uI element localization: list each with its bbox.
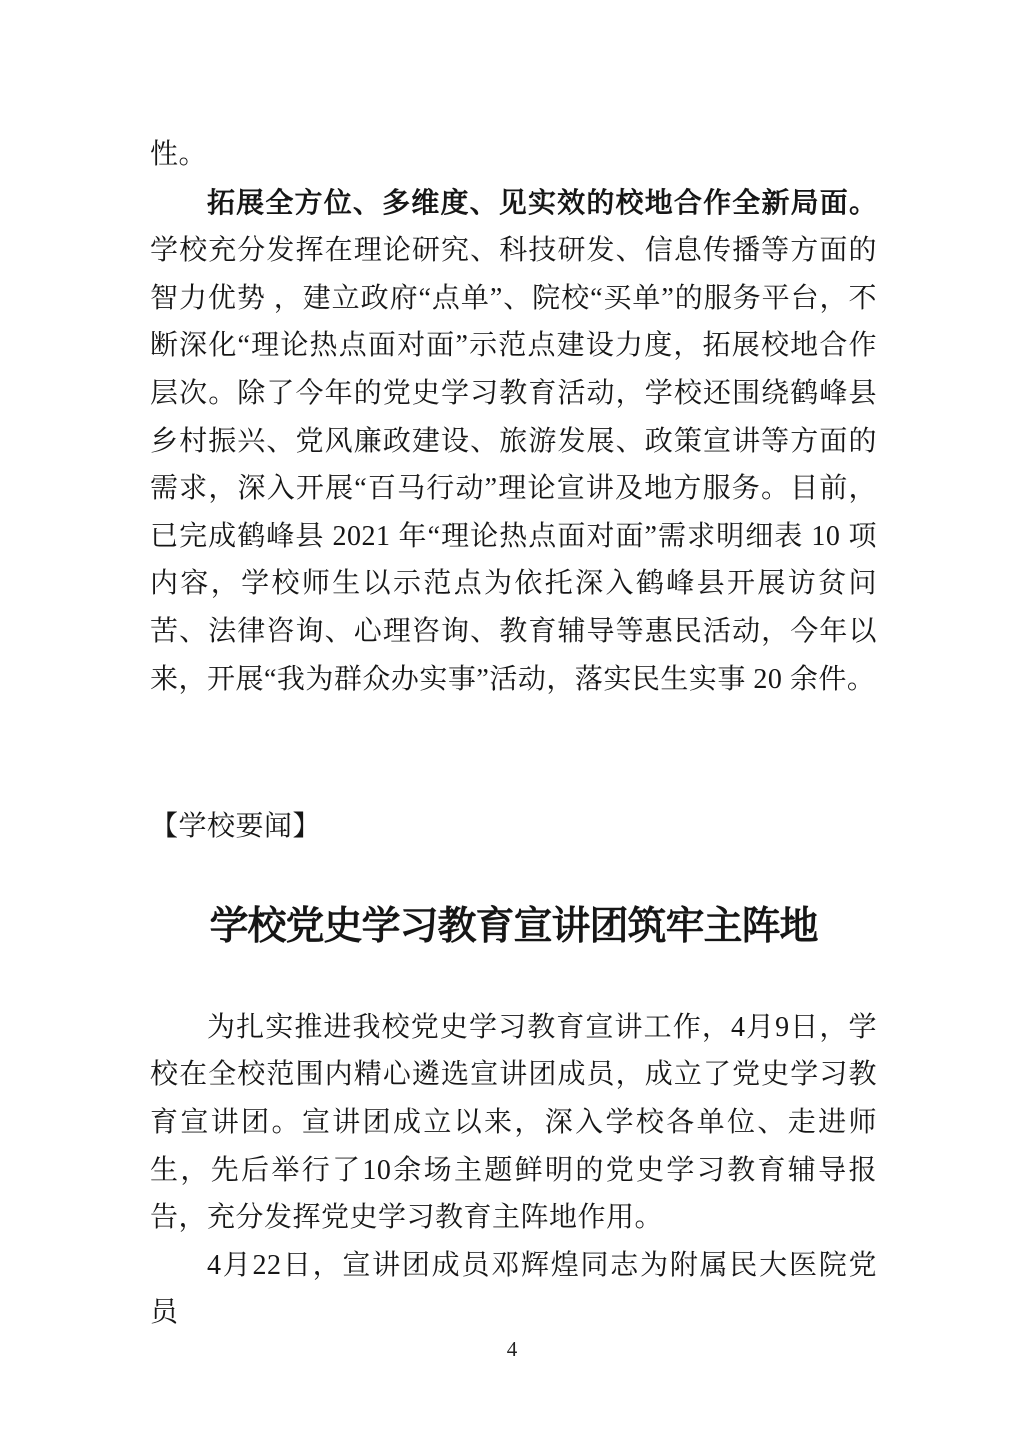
page-content: [150, 131, 877, 1337]
paragraph-body-rest: 学校充分发挥在理论研究、科技研发、信息传播等方面的智力优势 ，建立政府“点单”、院校“买单”的服务平台，不断深化“理论热点面对面”示范点建设力度，拓展校地合作层次。除了今年的党史学习教育活动，学校还围绕鹤峰县乡村振兴、党风廉政建设、旅游发展、政策宣讲等方面的需求，深入开展“百马行动”理论宣讲及地方服务。目前，已完成鹤峰县 2021 年“理论热点面对面”需求明细表 10 项内容，学校师生以示范点为依托深入鹤峰县开展访贫问苦、法律咨询、心理咨询、教育辅导等惠民活动，今年以来，开展“我为群众办实事”活动，落实民生实事 20 余件。: [150, 235, 877, 695]
article-paragraph-2: 4月22日，宣讲团成员邓辉煌同志为附属民大医院党员: [150, 1249, 877, 1329]
paragraph-tail-line: 性。: [150, 139, 208, 170]
article-paragraph-1: 为扎实推进我校党史学习教育宣讲工作，4月9日，学校在全校范围内精心遴选宣讲团成员，成立了党史学习教育宣讲团。宣讲团成立以来，深入学校各单位、走进师生，先后举行了10余场主题鲜明的党史学习教育辅导报告，充分发挥党史学习教育主阵地作用。: [150, 1011, 877, 1234]
paragraph-bold-lead: 拓展全方位、多维度、见实效的校地合作全新局面。: [207, 186, 877, 218]
section-label: 【学校要闻】: [150, 811, 322, 843]
paragraph-school-local-cooperation: [150, 179, 877, 704]
article-title: 学校党史学习教育宣讲团筑牢主阵地: [209, 904, 818, 948]
page-number: 4: [506, 1337, 518, 1361]
